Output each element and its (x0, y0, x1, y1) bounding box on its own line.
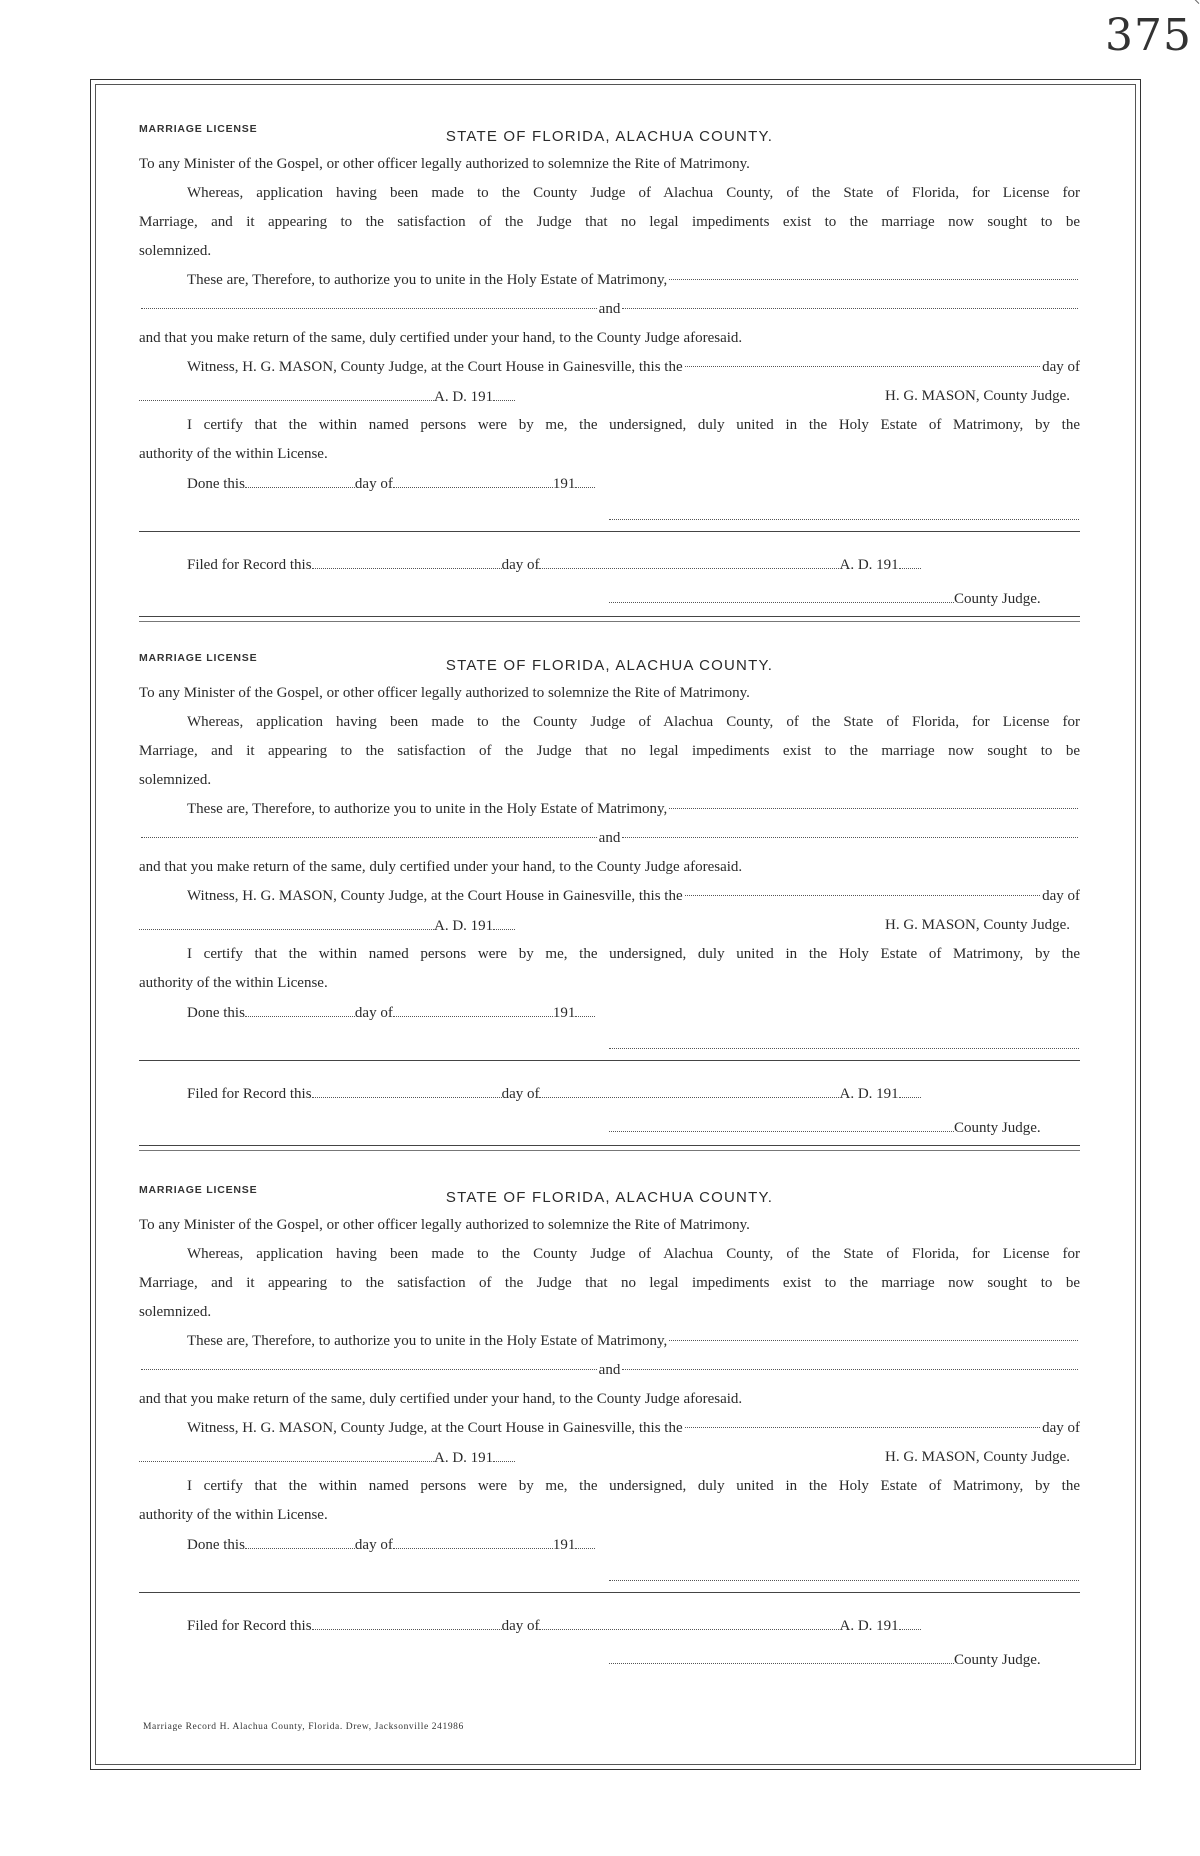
and-line (139, 824, 1080, 853)
done-month-blank[interactable] (393, 469, 553, 488)
done-month-blank[interactable] (393, 998, 553, 1017)
license-title: STATE OF FLORIDA, ALACHUA COUNTY. (445, 128, 774, 145)
county-judge-text: County Judge. (954, 1652, 1041, 1668)
bride-blank[interactable] (141, 836, 597, 838)
address-line: To any Minister of the Gospel, or other officer legally authorized to solemnize the Rite of Matrimony. (139, 685, 750, 701)
ad-line (139, 911, 1080, 940)
witness-day-of: day of (1042, 1420, 1080, 1436)
page-frame (90, 79, 1141, 1770)
section-divider (139, 1592, 1080, 1593)
witness-line (139, 1414, 1080, 1443)
judge-signature: H. G. MASON, County Judge. (884, 917, 1070, 933)
certify-line-2: authority of the within License. (139, 1507, 328, 1523)
filed-year-blank[interactable] (899, 1079, 921, 1098)
license-divider (139, 1145, 1080, 1151)
ad-line (139, 1443, 1080, 1472)
marriage-license-3 (139, 1183, 1080, 1703)
filed-ad-text: A. D. 191 (839, 1086, 899, 1102)
done-month-blank[interactable] (393, 1530, 553, 1549)
done-year-text: 191 (552, 1537, 576, 1553)
ad-month-blank[interactable] (139, 1443, 434, 1462)
bride-blank-2[interactable] (622, 1368, 1078, 1370)
license-title: STATE OF FLORIDA, ALACHUA COUNTY. (445, 657, 774, 674)
filed-year-blank[interactable] (899, 550, 921, 569)
witness-text: Witness, H. G. MASON, County Judge, at the Court House in Gainesville, this the (187, 888, 683, 904)
filed-day-of-text: day of (501, 1618, 540, 1634)
and-line (139, 1356, 1080, 1385)
ad-year-blank[interactable] (493, 382, 515, 401)
whereas-line-2: Marriage, and it appearing to the satisfaction of the Judge that no legal impediments exist to the marriage now sought to be (139, 1275, 1080, 1291)
ad-year-blank[interactable] (493, 1443, 515, 1462)
filed-text: Filed for Record this (187, 557, 312, 573)
county-judge-text: County Judge. (954, 1120, 1041, 1136)
officiant-signature-blank[interactable] (609, 518, 1079, 520)
certify-line-1: I certify that the within named persons were by me, the undersigned, duly united in the Holy Estate of Matrimony, by the (187, 1478, 1080, 1494)
authorize-line (139, 266, 1080, 295)
address-line: To any Minister of the Gospel, or other officer legally authorized to solemnize the Rite of Matrimony. (139, 1217, 750, 1233)
authorize-line (139, 1327, 1080, 1356)
groom-blank[interactable] (669, 807, 1078, 809)
witness-day-blank[interactable] (685, 365, 1040, 367)
license-label: MARRIAGE LICENSE (139, 1184, 258, 1196)
ad-year-blank[interactable] (493, 911, 515, 930)
officiant-signature-blank[interactable] (609, 1579, 1079, 1581)
county-judge-line (139, 584, 1080, 613)
and-text: and (598, 1362, 621, 1378)
done-this-text: Done this (187, 1005, 245, 1021)
groom-blank[interactable] (669, 278, 1078, 280)
ad-text: A. D. 191 (434, 918, 494, 934)
return-line: and that you make return of the same, duly certified under your hand, to the County Judge aforesaid. (139, 1391, 743, 1407)
authorize-text: These are, Therefore, to authorize you to unite in the Holy Estate of Matrimony, (187, 801, 668, 817)
judge-signature: H. G. MASON, County Judge. (884, 1449, 1070, 1465)
done-year-blank[interactable] (575, 1530, 595, 1549)
ad-month-blank[interactable] (139, 911, 434, 930)
done-day-blank[interactable] (245, 469, 355, 488)
done-day-of-text: day of (354, 1005, 393, 1021)
section-divider (139, 531, 1080, 532)
witness-line (139, 882, 1080, 911)
whereas-line-2: Marriage, and it appearing to the satisfaction of the Judge that no legal impediments exist to the marriage now sought to be (139, 214, 1080, 230)
certify-line-1: I certify that the within named persons were by me, the undersigned, duly united in the Holy Estate of Matrimony, by the (187, 417, 1080, 433)
bride-blank-2[interactable] (622, 307, 1078, 309)
marriage-license-1 (139, 122, 1080, 682)
filed-day-blank[interactable] (312, 550, 502, 569)
filed-line (139, 1611, 1080, 1640)
license-label: MARRIAGE LICENSE (139, 123, 258, 135)
done-this-text: Done this (187, 476, 245, 492)
filed-month-blank[interactable] (539, 550, 839, 569)
return-line: and that you make return of the same, duly certified under your hand, to the County Judge aforesaid. (139, 859, 743, 875)
ad-text: A. D. 191 (434, 389, 494, 405)
filed-text: Filed for Record this (187, 1086, 312, 1102)
whereas-line-3: solemnized. (139, 772, 212, 788)
done-day-of-text: day of (354, 476, 393, 492)
whereas-line-2: Marriage, and it appearing to the satisfaction of the Judge that no legal impediments exist to the marriage now sought to be (139, 743, 1080, 759)
witness-text: Witness, H. G. MASON, County Judge, at the Court House in Gainesville, this the (187, 1420, 683, 1436)
done-year-text: 191 (552, 1005, 576, 1021)
authorize-line (139, 795, 1080, 824)
county-judge-line (139, 1645, 1080, 1674)
filed-day-blank[interactable] (312, 1611, 502, 1630)
filed-text: Filed for Record this (187, 1618, 312, 1634)
whereas-line-3: solemnized. (139, 1304, 212, 1320)
witness-day-of: day of (1042, 359, 1080, 375)
ad-text: A. D. 191 (434, 1450, 494, 1466)
whereas-line-3: solemnized. (139, 243, 212, 259)
certify-line-2: authority of the within License. (139, 975, 328, 991)
witness-text: Witness, H. G. MASON, County Judge, at the Court House in Gainesville, this the (187, 359, 683, 375)
judge-signature: H. G. MASON, County Judge. (884, 388, 1070, 404)
filed-line (139, 550, 1080, 579)
witness-line (139, 353, 1080, 382)
done-day-blank[interactable] (245, 1530, 355, 1549)
done-year-blank[interactable] (575, 998, 595, 1017)
whereas-line-1: Whereas, application having been made to the County Judge of Alachua County, of the State of Florida, for License for (187, 1246, 1080, 1262)
bride-blank[interactable] (141, 307, 597, 309)
officiant-signature-blank[interactable] (609, 1047, 1079, 1049)
license-title: STATE OF FLORIDA, ALACHUA COUNTY. (445, 1189, 774, 1206)
filed-month-blank[interactable] (539, 1079, 839, 1098)
witness-day-blank[interactable] (685, 894, 1040, 896)
done-line (139, 998, 1080, 1027)
return-line: and that you make return of the same, duly certified under your hand, to the County Judge aforesaid. (139, 330, 743, 346)
whereas-line-1: Whereas, application having been made to the County Judge of Alachua County, of the State of Florida, for License for (187, 185, 1080, 201)
witness-day-blank[interactable] (685, 1426, 1040, 1428)
done-this-text: Done this (187, 1537, 245, 1553)
whereas-line-1: Whereas, application having been made to the County Judge of Alachua County, of the State of Florida, for License for (187, 714, 1080, 730)
section-divider (139, 1060, 1080, 1061)
done-line (139, 1530, 1080, 1559)
county-judge-text: County Judge. (954, 591, 1041, 607)
county-judge-blank[interactable] (609, 1645, 954, 1664)
done-day-blank[interactable] (245, 998, 355, 1017)
filed-day-of-text: day of (501, 1086, 540, 1102)
address-line: To any Minister of the Gospel, or other officer legally authorized to solemnize the Rite of Matrimony. (139, 156, 750, 172)
and-text: and (598, 830, 621, 846)
bride-blank-2[interactable] (622, 836, 1078, 838)
witness-day-of: day of (1042, 888, 1080, 904)
license-label: MARRIAGE LICENSE (139, 652, 258, 664)
county-judge-blank[interactable] (609, 584, 954, 603)
certify-line-2: authority of the within License. (139, 446, 328, 462)
groom-blank[interactable] (669, 1339, 1078, 1341)
ad-month-blank[interactable] (139, 382, 434, 401)
filed-year-blank[interactable] (899, 1611, 921, 1630)
license-divider (139, 616, 1080, 622)
county-judge-blank[interactable] (609, 1113, 954, 1132)
authorize-text: These are, Therefore, to authorize you to unite in the Holy Estate of Matrimony, (187, 272, 668, 288)
printer-imprint: Marriage Record H. Alachua County, Florida. Drew, Jacksonville 241986 (143, 1722, 464, 1732)
certify-line-1: I certify that the within named persons were by me, the undersigned, duly united in the Holy Estate of Matrimony, by the (187, 946, 1080, 962)
filed-ad-text: A. D. 191 (839, 557, 899, 573)
ad-line (139, 382, 1080, 411)
filed-day-of-text: day of (501, 557, 540, 573)
filed-ad-text: A. D. 191 (839, 1618, 899, 1634)
filed-day-blank[interactable] (312, 1079, 502, 1098)
filed-month-blank[interactable] (539, 1611, 839, 1630)
bride-blank[interactable] (141, 1368, 597, 1370)
done-year-text: 191 (552, 476, 576, 492)
filed-line (139, 1079, 1080, 1108)
and-text: and (598, 301, 621, 317)
done-day-of-text: day of (354, 1537, 393, 1553)
county-judge-line (139, 1113, 1080, 1142)
done-line (139, 469, 1080, 498)
authorize-text: These are, Therefore, to authorize you to unite in the Holy Estate of Matrimony, (187, 1333, 668, 1349)
page-number: 375 (1105, 10, 1192, 61)
and-line (139, 295, 1080, 324)
done-year-blank[interactable] (575, 469, 595, 488)
marriage-license-2 (139, 651, 1080, 1211)
